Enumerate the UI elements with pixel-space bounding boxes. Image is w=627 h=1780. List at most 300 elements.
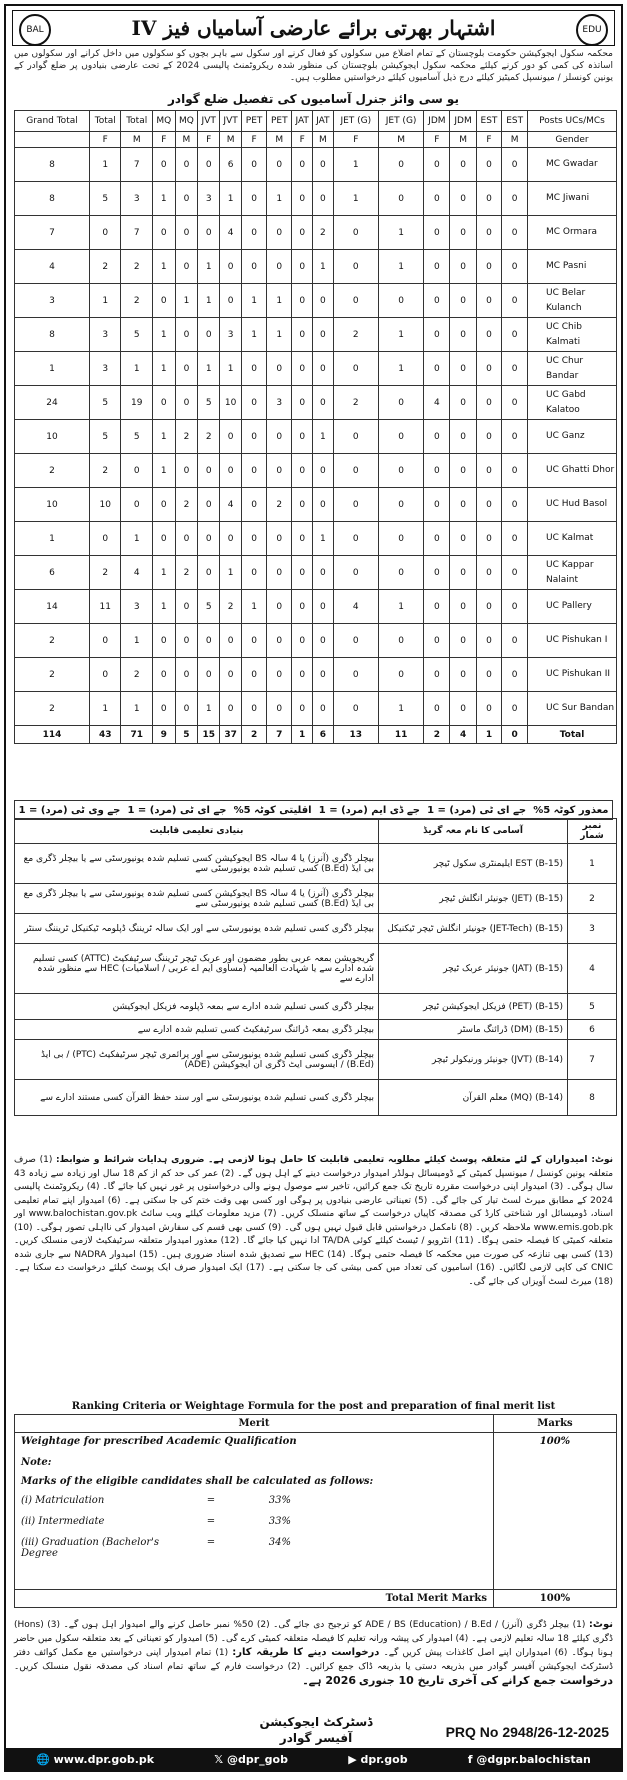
table-cell: 0 <box>476 318 502 352</box>
marks-calc-line: Marks of the eligible candidates shall be calculated as follows: <box>21 1476 374 1487</box>
table-row <box>15 488 617 522</box>
total-cell: 5 <box>175 726 198 744</box>
gender-cell: M <box>220 132 242 148</box>
table-cell: 0 <box>152 386 175 420</box>
table-cell: 1 <box>121 692 152 726</box>
table-cell: 0 <box>292 284 313 318</box>
table-cell: 3 <box>267 386 292 420</box>
table-cell: 0 <box>476 556 502 590</box>
table-row <box>15 182 617 216</box>
table-cell: 0 <box>378 624 423 658</box>
table-cell: 0 <box>378 488 423 522</box>
table-cell: 0 <box>152 216 175 250</box>
table-column-header: JET (G) <box>378 111 423 132</box>
table-cell: 1 <box>152 250 175 284</box>
table-cell: 0 <box>450 658 476 692</box>
ranking-item-pct: 33% <box>268 1516 291 1527</box>
table-cell: 0 <box>121 454 152 488</box>
table-cell: 0 <box>502 556 528 590</box>
post-name-cell: MC Ormara <box>528 216 617 250</box>
table-cell: 0 <box>267 692 292 726</box>
table-cell: 4 <box>220 216 242 250</box>
table-cell: 0 <box>502 250 528 284</box>
table-cell: 6 <box>15 556 90 590</box>
table-column-header: Total <box>121 111 152 132</box>
post-name-cell: UC Ghatti Dhor <box>528 454 617 488</box>
table-cell: 0 <box>198 148 220 182</box>
table-cell: 0 <box>292 488 313 522</box>
qualification-row <box>15 914 617 944</box>
table-row <box>15 590 617 624</box>
table-cell: 0 <box>242 692 267 726</box>
table-column-header: JAT <box>313 111 334 132</box>
table-cell: 1 <box>378 250 423 284</box>
table-cell: 3 <box>198 182 220 216</box>
table-cell: 0 <box>502 182 528 216</box>
table-cell: 14 <box>15 590 90 624</box>
table-cell: 0 <box>450 352 476 386</box>
table-cell: 1 <box>152 420 175 454</box>
table-cell: 1 <box>90 284 121 318</box>
table-cell: 0 <box>424 658 450 692</box>
table-cell: 0 <box>450 250 476 284</box>
table-row <box>15 216 617 250</box>
total-cell: 71 <box>121 726 152 744</box>
table-cell: 5 <box>90 182 121 216</box>
total-cell: 15 <box>198 726 220 744</box>
table-cell: 7 <box>121 216 152 250</box>
table-cell: 0 <box>424 454 450 488</box>
gender-cell: F <box>242 132 267 148</box>
table-cell: 2 <box>333 386 378 420</box>
footer-facebook-text: @dgpr.balochistan <box>476 1752 591 1766</box>
table-cell: 1 <box>313 420 334 454</box>
table-cell: 3 <box>90 352 121 386</box>
table-cell: 0 <box>313 556 334 590</box>
table-cell: 10 <box>220 386 242 420</box>
gender-cell: F <box>476 132 502 148</box>
table-cell: 0 <box>220 250 242 284</box>
table-cell: 0 <box>152 284 175 318</box>
table-cell: 0 <box>476 352 502 386</box>
table-row <box>15 386 617 420</box>
qualification-number: 5 <box>568 994 617 1020</box>
table-cell: 7 <box>15 216 90 250</box>
table-cell: 3 <box>15 284 90 318</box>
table-cell: 0 <box>175 148 198 182</box>
table-cell: 0 <box>242 216 267 250</box>
table-cell: 0 <box>378 658 423 692</box>
table-cell: 0 <box>476 284 502 318</box>
table-cell: 0 <box>476 148 502 182</box>
table-cell: 0 <box>292 352 313 386</box>
table-cell: 0 <box>242 386 267 420</box>
table-cell: 1 <box>152 590 175 624</box>
table-cell: 0 <box>476 386 502 420</box>
table-cell: 0 <box>333 250 378 284</box>
table-cell: 0 <box>450 522 476 556</box>
table-cell: 0 <box>378 454 423 488</box>
table-column-header: EST <box>476 111 502 132</box>
table-cell: 0 <box>424 250 450 284</box>
table-cell: 0 <box>502 692 528 726</box>
table-cell: 3 <box>121 182 152 216</box>
table-column-header: JDM <box>424 111 450 132</box>
deadline: درخواست جمع کرانے کی آخری تاریخ 10 جنوری <box>358 1674 613 1687</box>
table-subtitle: یو سی وائز جنرل آسامیوں کی تفصیل ضلع گوادر <box>168 92 459 106</box>
table-cell: 0 <box>313 148 334 182</box>
qualification-post: (B-15) (JET) جونیئر انگلش ٹیچر <box>379 884 568 914</box>
post-name-cell: UC Kalmat <box>528 522 617 556</box>
qualification-text: بیچلر ڈگری کسی تسلیم شدہ یونیورسٹی سے اور پرائمری ٹیچر سرٹیفکیٹ (PTC) / بی ایڈ (B.Ed) / ایسوسی ایٹ ڈگری ان ایجوکیشن (ADE) <box>15 1040 379 1080</box>
table-row <box>15 420 617 454</box>
qualification-text: بیچلر ڈگری کسی تسلیم شدہ یونیورسٹی سے اور ایک سالہ ٹریننگ ڈپلومہ ٹیکنیکل ٹریننگ سنٹر <box>15 914 379 944</box>
table-cell: 0 <box>242 488 267 522</box>
table-cell: 0 <box>313 284 334 318</box>
table-cell: 0 <box>242 148 267 182</box>
qualification-row <box>15 1080 617 1116</box>
table-cell: 8 <box>15 148 90 182</box>
table-cell: 0 <box>292 658 313 692</box>
footer-youtube[interactable]: ▶ dpr.gob <box>348 1752 408 1766</box>
gender-cell: M <box>175 132 198 148</box>
total-cell: 9 <box>152 726 175 744</box>
table-cell: 0 <box>242 454 267 488</box>
table-cell: 1 <box>378 216 423 250</box>
table-cell: 0 <box>152 624 175 658</box>
table-cell: 3 <box>220 318 242 352</box>
qualification-number: 6 <box>568 1020 617 1040</box>
table-cell: 0 <box>175 522 198 556</box>
table-cell: 0 <box>267 216 292 250</box>
table-row <box>15 556 617 590</box>
table-cell: 1 <box>121 522 152 556</box>
table-cell: 0 <box>476 182 502 216</box>
table-cell: 0 <box>378 386 423 420</box>
total-cell: 11 <box>378 726 423 744</box>
footer-bar <box>6 1748 621 1770</box>
total-cell: 4 <box>450 726 476 744</box>
table-cell: 4 <box>121 556 152 590</box>
table-cell: 0 <box>313 590 334 624</box>
table-column-header: PET <box>242 111 267 132</box>
table-cell: 0 <box>502 148 528 182</box>
table-column-header: JET (G) <box>333 111 378 132</box>
table-cell: 2 <box>90 454 121 488</box>
ranking-item <box>21 1516 487 1527</box>
table-cell: 0 <box>267 624 292 658</box>
total-cell: 13 <box>333 726 378 744</box>
table-cell: 0 <box>220 624 242 658</box>
table-column-header: PET <box>267 111 292 132</box>
table-cell: 0 <box>333 284 378 318</box>
table-cell: 0 <box>502 420 528 454</box>
table-cell: 0 <box>267 556 292 590</box>
table-cell: 0 <box>292 250 313 284</box>
table-cell: 0 <box>502 216 528 250</box>
table-cell: 0 <box>424 148 450 182</box>
table-cell: 7 <box>121 148 152 182</box>
table-cell: 0 <box>476 624 502 658</box>
table-cell: 8 <box>15 318 90 352</box>
table-cell: 0 <box>90 624 121 658</box>
table-cell: 0 <box>476 590 502 624</box>
table-cell: 0 <box>333 216 378 250</box>
table-column-header: MQ <box>175 111 198 132</box>
total-cell: 7 <box>267 726 292 744</box>
table-cell: 0 <box>90 658 121 692</box>
table-cell: 0 <box>333 692 378 726</box>
weightage-marks: 100% <box>494 1433 617 1590</box>
table-cell: 1 <box>378 352 423 386</box>
table-cell: 0 <box>267 658 292 692</box>
table-column-header: Total <box>90 111 121 132</box>
table-cell: 1 <box>313 250 334 284</box>
ranking-item-label: (i) Matriculation <box>21 1495 105 1506</box>
table-cell: 0 <box>292 386 313 420</box>
table-cell: 24 <box>15 386 90 420</box>
table-cell: 1 <box>175 284 198 318</box>
table-cell: 0 <box>378 522 423 556</box>
table-cell: 0 <box>378 182 423 216</box>
qualification-post: (B-15) (DM) ڈرائنگ ماسٹر <box>379 1020 568 1040</box>
table-cell: 10 <box>90 488 121 522</box>
table-cell: 0 <box>175 624 198 658</box>
footer-facebook[interactable]: f @dgpr.balochistan <box>467 1752 591 1766</box>
table-cell: 0 <box>220 522 242 556</box>
qualification-text: بیچلر ڈگری کسی تسلیم شدہ یونیورسٹی سے اور سند حفظ القرآن کسی مستند ادارے سے <box>15 1080 379 1116</box>
total-cell: 2 <box>424 726 450 744</box>
gender-cell: F <box>90 132 121 148</box>
table-row <box>15 624 617 658</box>
table-cell: 0 <box>502 590 528 624</box>
table-row <box>15 148 617 182</box>
ranking-item-eq: = <box>206 1537 216 1548</box>
table-cell: 2 <box>90 556 121 590</box>
table-row <box>15 318 617 352</box>
gender-cell: F <box>292 132 313 148</box>
post-name-cell: UC Hud Basol <box>528 488 617 522</box>
apply-heading: درخواست دینے کا طریقہ کار: <box>232 1647 380 1658</box>
footer-website-text: www.dpr.gob.pk <box>53 1752 155 1766</box>
post-name-cell: UC Chib Kalmati <box>528 318 617 352</box>
table-cell: 0 <box>450 420 476 454</box>
post-name-cell: MC Jiwani <box>528 182 617 216</box>
table-cell: 0 <box>313 488 334 522</box>
ranking-item-pct: 34% <box>268 1537 291 1548</box>
table-cell: 0 <box>292 318 313 352</box>
table-cell: 1 <box>220 182 242 216</box>
quota-item: جے ای ٹی (مرد) = 1 <box>127 804 227 816</box>
note-label: Note: <box>21 1457 52 1468</box>
table-cell: 1 <box>198 250 220 284</box>
ranking-item-eq: = <box>206 1495 216 1506</box>
table-cell: 10 <box>15 488 90 522</box>
table-cell: 0 <box>267 420 292 454</box>
table-cell: 2 <box>220 590 242 624</box>
bottom-lead: نوٹ: <box>588 1619 613 1630</box>
qualification-post: EST (B-15) ایلیمنٹری سکول ٹیچر <box>379 844 568 884</box>
table-cell: 0 <box>267 250 292 284</box>
table-cell: 0 <box>313 386 334 420</box>
table-cell: 1 <box>15 352 90 386</box>
table-cell: 0 <box>502 284 528 318</box>
table-cell: 0 <box>292 454 313 488</box>
table-cell: 0 <box>476 454 502 488</box>
qualification-row <box>15 944 617 994</box>
table-cell: 0 <box>450 624 476 658</box>
table-cell: 0 <box>175 182 198 216</box>
table-cell: 0 <box>424 522 450 556</box>
table-cell: 0 <box>424 488 450 522</box>
table-cell: 1 <box>220 556 242 590</box>
table-cell: 0 <box>175 692 198 726</box>
table-cell: 10 <box>15 420 90 454</box>
table-cell: 1 <box>121 352 152 386</box>
table-cell: 0 <box>333 352 378 386</box>
table-cell: 0 <box>292 556 313 590</box>
table-cell: 0 <box>378 420 423 454</box>
table-cell: 0 <box>90 522 121 556</box>
total-cell: 0 <box>502 726 528 744</box>
qual-header-no: نمبر شمار <box>568 819 617 844</box>
table-row <box>15 352 617 386</box>
post-name-cell: UC Chur Bandar <box>528 352 617 386</box>
gender-cell <box>15 132 90 148</box>
qualification-number: 1 <box>568 844 617 884</box>
table-cell: 1 <box>220 352 242 386</box>
table-cell: 0 <box>450 216 476 250</box>
table-cell: 0 <box>198 624 220 658</box>
table-cell: 4 <box>333 590 378 624</box>
qualifications-table <box>14 818 617 1116</box>
table-cell: 0 <box>424 318 450 352</box>
table-cell: 0 <box>198 488 220 522</box>
post-name-cell: MC Gwadar <box>528 148 617 182</box>
table-cell: 0 <box>220 284 242 318</box>
table-cell: 0 <box>378 556 423 590</box>
table-cell: 0 <box>502 488 528 522</box>
table-cell: 2 <box>121 658 152 692</box>
post-name-cell: UC Pishukan I <box>528 624 617 658</box>
table-cell: 0 <box>175 250 198 284</box>
signature-line-1: ڈسٹرکٹ ایجوکیشن <box>259 1715 373 1729</box>
gender-cell: M <box>450 132 476 148</box>
gender-cell: M <box>502 132 528 148</box>
table-cell: 2 <box>175 420 198 454</box>
table-cell: 1 <box>152 182 175 216</box>
table-cell: 0 <box>242 624 267 658</box>
total-cell: 1 <box>292 726 313 744</box>
advertisement-page <box>4 4 623 1772</box>
deadline-year: 2026 ہے۔ <box>302 1674 357 1687</box>
table-cell: 0 <box>175 590 198 624</box>
qualification-number: 2 <box>568 884 617 914</box>
footer-website[interactable]: 🌐 www.dpr.gob.pk <box>36 1752 155 1766</box>
table-cell: 0 <box>90 216 121 250</box>
table-cell: 0 <box>152 522 175 556</box>
table-cell: 0 <box>292 420 313 454</box>
page-title: اشتہار بھرتی برائے عارضی آسامیاں فیز IV <box>131 16 496 40</box>
table-cell: 0 <box>476 692 502 726</box>
table-cell: 0 <box>198 522 220 556</box>
qualification-text: بیچلر ڈگری (آنرز) یا 4 سالہ BS ایجوکیشن کسی تسلیم شدہ یونیورسٹی سے یا بیچلر ڈگری مع بی ایڈ (B.Ed) کسی تسلیم شدہ یونیورسٹی سے <box>15 844 379 884</box>
table-cell: 0 <box>313 182 334 216</box>
table-cell: 0 <box>424 556 450 590</box>
total-cell: 2 <box>242 726 267 744</box>
table-cell: 19 <box>121 386 152 420</box>
table-cell: 1 <box>152 318 175 352</box>
table-cell: 0 <box>502 318 528 352</box>
table-cell: 2 <box>198 420 220 454</box>
ranking-header-marks: Marks <box>494 1415 617 1433</box>
table-cell: 0 <box>333 454 378 488</box>
table-cell: 5 <box>90 420 121 454</box>
qual-header-qualification: بنیادی تعلیمی قابلیت <box>15 819 379 844</box>
gender-cell: F <box>152 132 175 148</box>
table-cell: 0 <box>313 692 334 726</box>
table-cell: 0 <box>424 420 450 454</box>
header-banner <box>12 10 615 46</box>
table-cell: 0 <box>242 352 267 386</box>
gender-cell: Gender <box>528 132 617 148</box>
table-cell: 0 <box>198 454 220 488</box>
table-cell: 0 <box>333 488 378 522</box>
table-cell: 0 <box>333 624 378 658</box>
table-cell: 1 <box>152 454 175 488</box>
table-cell: 0 <box>198 318 220 352</box>
gender-cell: M <box>378 132 423 148</box>
footer-x[interactable]: 𝕏 @dpr_gob <box>214 1752 288 1766</box>
table-cell: 0 <box>333 658 378 692</box>
table-cell: 2 <box>90 250 121 284</box>
qualification-post: (B-15) (PET) فزیکل ایجوکیشن ٹیچر <box>379 994 568 1020</box>
table-cell: 0 <box>220 420 242 454</box>
table-cell: 0 <box>292 624 313 658</box>
table-column-header: Posts UCs/MCs <box>528 111 617 132</box>
footer-x-text: @dpr_gob <box>226 1752 288 1766</box>
table-cell: 5 <box>121 318 152 352</box>
table-cell: 11 <box>90 590 121 624</box>
quota-item: اقلیتی کوٹہ 5% <box>233 804 312 816</box>
table-cell: 0 <box>476 250 502 284</box>
table-cell: 1 <box>198 284 220 318</box>
table-cell: 0 <box>175 658 198 692</box>
table-cell: 0 <box>502 352 528 386</box>
table-cell: 1 <box>198 692 220 726</box>
table-cell: 6 <box>220 148 242 182</box>
table-cell: 0 <box>476 522 502 556</box>
table-row <box>15 250 617 284</box>
table-cell: 3 <box>121 590 152 624</box>
table-cell: 0 <box>152 658 175 692</box>
table-cell: 1 <box>378 318 423 352</box>
table-cell: 0 <box>292 692 313 726</box>
ranking-title: Ranking Criteria or Weightage Formula for the post and preparation of final merit list <box>71 1401 556 1412</box>
qual-header-post: آسامی کا نام معہ گریڈ <box>379 819 568 844</box>
table-cell: 0 <box>152 692 175 726</box>
table-row <box>15 658 617 692</box>
qualification-text: بیچلر ڈگری کسی تسلیم شدہ ادارے سے بمعہ ڈپلومہ فزیکل ایجوکیشن <box>15 994 379 1020</box>
table-cell: 0 <box>476 216 502 250</box>
table-cell: 1 <box>152 556 175 590</box>
qualification-number: 7 <box>568 1040 617 1080</box>
table-cell: 1 <box>121 624 152 658</box>
table-cell: 8 <box>15 182 90 216</box>
post-name-cell: UC Pallery <box>528 590 617 624</box>
post-name-cell: UC Pishukan II <box>528 658 617 692</box>
post-name-cell: UC Ganz <box>528 420 617 454</box>
